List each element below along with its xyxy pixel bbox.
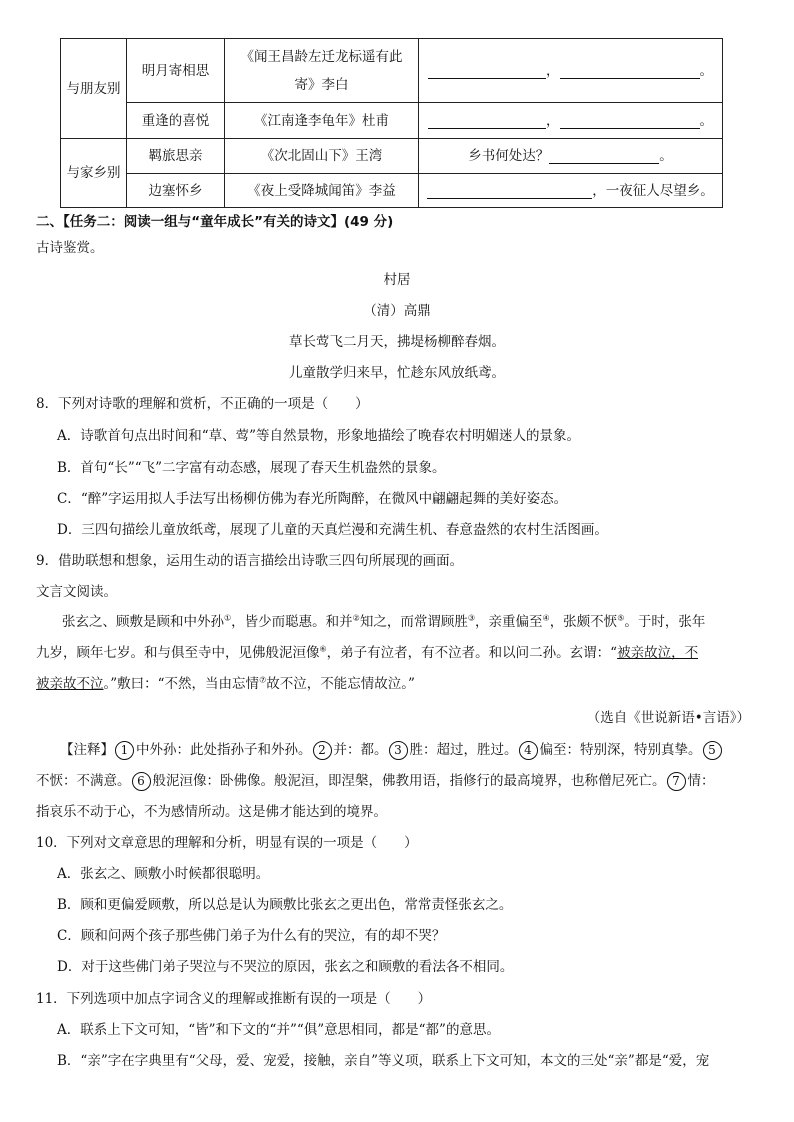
theme-cell: 明月寄相思 bbox=[127, 39, 225, 103]
question-stem: 8．下列对诗歌的理解和赏析，不正确的一项是（ ） bbox=[36, 396, 369, 412]
answer-blank[interactable] bbox=[428, 114, 546, 129]
answer-blank[interactable] bbox=[427, 184, 592, 199]
option-d[interactable]: D．对于这些佛门弟子哭泣与不哭泣的原因，张玄之和顾敷的看法各不相同。 bbox=[57, 959, 514, 975]
classical-text: 九岁，顾年七岁。和与俱至寺中，见佛般泥洹像⑥，弟子有泣者，有不泣者。和以问二孙。玄谓：“被亲故泣，不 bbox=[36, 644, 699, 661]
title-cell: 《闻王昌龄左迁龙标遥有此 寄》李白 bbox=[225, 39, 419, 103]
section-title: 二、【任务二：阅读一组与“童年成长”有关的诗文】(49 分) bbox=[36, 214, 394, 230]
section-intro: 古诗鉴赏。 bbox=[36, 240, 104, 256]
table-row bbox=[61, 39, 723, 103]
answer-cell: 乡书何处达？ 。 bbox=[419, 139, 723, 174]
group-label: 与家乡别 bbox=[61, 139, 127, 208]
section-intro: 文言文阅读。 bbox=[36, 584, 117, 600]
answer-cell: ， 。 bbox=[419, 39, 723, 103]
theme-cell: 羁旅思亲 bbox=[127, 139, 225, 174]
answer-blank[interactable] bbox=[428, 64, 546, 79]
question-stem: 9．借助联想和想象，运用生动的语言描绘出诗歌三四句所展现的画面。 bbox=[36, 553, 464, 569]
table-row bbox=[61, 103, 723, 139]
question-stem: 10．下列对文章意思的理解和分析，明显有误的一项是（ ） bbox=[36, 835, 418, 851]
table-row bbox=[61, 174, 723, 208]
option-b[interactable]: B．顾和更偏爱顾敷，所以总是认为顾敷比张玄之更出色，常常责怪张玄之。 bbox=[57, 897, 513, 913]
option-c[interactable]: C．顾和问两个孩子那些佛门弟子为什么有的哭泣，有的却不哭？ bbox=[57, 928, 446, 944]
theme-cell: 边塞怀乡 bbox=[127, 174, 225, 208]
poem-line: 草长莺飞二月天，拂堤杨柳醉春烟。 bbox=[289, 334, 505, 350]
title-cell: 《江南逢李龟年》杜甫 bbox=[225, 103, 419, 139]
option-c[interactable]: C．“醉”字运用拟人手法写出杨柳仿佛为春光所陶醉，在微风中翩翩起舞的美好姿态。 bbox=[57, 491, 568, 507]
answer-cell: ， 。 bbox=[419, 103, 723, 139]
answer-cell: ，一夜征人尽望乡。 bbox=[419, 174, 723, 208]
notes: 不恹：不满意。 6 般泥洹像：卧佛像。般泥洹，即涅槃，佛教用语，指修行的最高境界，也称僧尼死亡。 7 情： bbox=[36, 773, 715, 789]
option-a[interactable]: A．张玄之、顾敷小时候都很聪明。 bbox=[57, 866, 270, 882]
notes: 【注释】 1 中外孙：此处指孙子和外孙。 2 并：都。 3 胜：超过，胜过。 4 偏至：特别深，特别真挚。 5 bbox=[60, 738, 724, 760]
table-row bbox=[61, 139, 723, 174]
question-stem: 11．下列选项中加点字词含义的理解或推断有误的一项是（ ） bbox=[36, 991, 432, 1007]
option-a[interactable]: A．诗歌首句点出时间和“草、莺”等自然景物，形象地描绘了晚春农村明媚迷人的景象。 bbox=[57, 428, 581, 444]
answer-blank[interactable] bbox=[560, 114, 700, 129]
option-b[interactable]: B．“亲”字在字典里有“父母，爱、宠爱，接触，亲自”等义项，联系上下文可知，本文的三处“亲”都是“爱，宠 bbox=[57, 1053, 710, 1069]
poem-author: （清）高鼎 bbox=[363, 303, 431, 319]
title-cell: 《夜上受降城闻笛》李益 bbox=[225, 174, 419, 208]
theme-cell: 重逢的喜悦 bbox=[127, 103, 225, 139]
poem-table bbox=[60, 38, 723, 208]
option-a[interactable]: A．联系上下文可知，“皆”和下文的“并”“俱”意思相同，都是“都”的意思。 bbox=[57, 1022, 500, 1038]
poem-line: 儿童散学归来早，忙趁东风放纸鸢。 bbox=[289, 365, 505, 381]
title-cell: 《次北固山下》王湾 bbox=[225, 139, 419, 174]
answer-blank[interactable] bbox=[560, 64, 700, 79]
source-citation: （选自《世说新语•言语》） bbox=[586, 710, 750, 726]
classical-text: 张玄之、顾敷是顾和中外孙①，皆少而聪惠。和并②知之，而常谓顾胜③，亲重偏至④，张颇不恹⑤。于时，张年 bbox=[62, 613, 706, 630]
option-b[interactable]: B．首句“长”“飞”二字富有动态感，展现了春天生机盎然的景象。 bbox=[57, 460, 446, 476]
classical-text: 被亲故不泣。”敷曰：“不然，当由忘情⑦故不泣，不能忘情故泣。” bbox=[36, 675, 415, 692]
notes: 指哀乐不动于心，不为感情所动。这是佛才能达到的境界。 bbox=[36, 804, 387, 820]
group-label: 与朋友别 bbox=[61, 39, 127, 139]
answer-blank[interactable] bbox=[549, 149, 659, 164]
poem-title: 村居 bbox=[383, 272, 411, 288]
option-d[interactable]: D．三四句描绘儿童放纸鸢，展现了儿童的天真烂漫和充满生机、春意盎然的农村生活图画。 bbox=[57, 522, 608, 538]
